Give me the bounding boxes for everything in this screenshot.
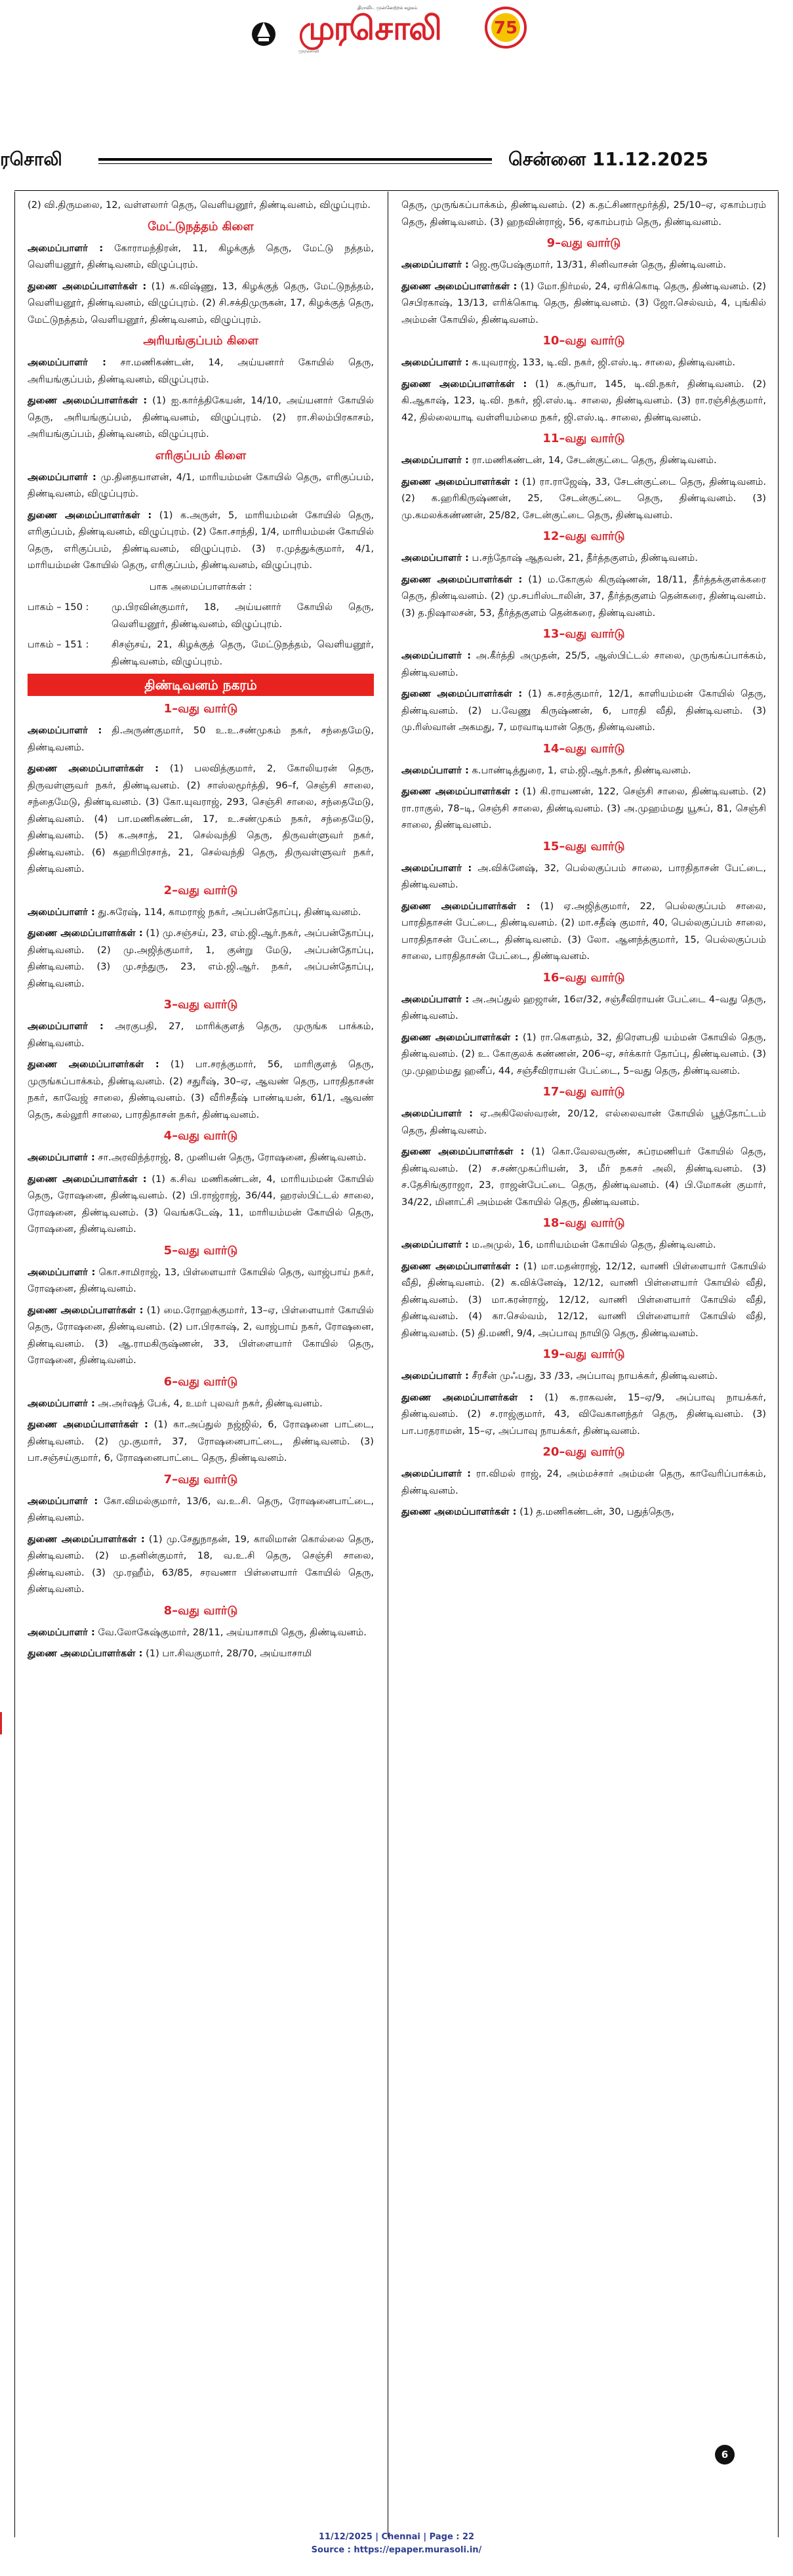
branch-heading: அரியங்குப்பம் கிளை (143, 334, 258, 348)
left-intro: (2) வி.திருமலை, 12, வள்ளலார் தெரு, வெளியனூர், திண்டிவனம், விழுப்புரம். (28, 199, 371, 211)
ward-heading: 5–வது வார்டு (163, 1243, 238, 1257)
right-border (778, 192, 779, 2537)
ward-heading: 15–வது வார்டு (542, 839, 625, 853)
organizer-entry: அமைப்பாளர் : ம.அமுல், 16, மாரியம்மன் கோயில் தெரு, திண்டிவனம். (401, 1239, 716, 1250)
deputy-entry: துணை அமைப்பாளர்கள் : (1) ம.கோகுல் கிருஷ்ணன், 18/11, தீர்த்தக்குளக்கரை தெரு, திண்டிவனம். (2) மு.சபரிஸ்டாலின், 37, தீர்த்தகுளம் தென்கரை, திண்டிவனம். (3) த.நிஷாலசன், 53, தீர்த்தகுளம் தென்கரை, திண்டிவனம். (401, 573, 766, 619)
left-border (14, 192, 15, 2537)
organizer-entry: அமைப்பாளர் : அ.அர்ஷத் பேக், 4, உமர் புலவர் நகர், திண்டிவனம். (28, 1397, 323, 1409)
town-banner: திண்டிவனம் நகரம் (28, 674, 374, 696)
deputy-entry: துணை அமைப்பாளர்கள் : (1) க.விஷ்ணு, 13, கிழக்குத் தெரு, மேட்டுநத்தம், வெளியனூர், திண்டிவனம், விழுப்புரம். (2) சி.சக்திமுருகன், 17, கிழக்குத் தெரு, மேட்டுநத்தம், வெளியனூர், திண்டிவனம், விழுப்புரம். (28, 280, 375, 325)
frame-top-rule (14, 190, 779, 191)
organizer-entry: அமைப்பாளர் : ப.சந்தோஷ் ஆதவன், 21, தீர்த்தகுளம், திண்டிவனம். (401, 552, 698, 563)
anniversary-75-emblem (482, 4, 529, 56)
page-number-badge: 6 (715, 2445, 735, 2464)
deputy-entry: துணை அமைப்பாளர்கள் : (1) ஏ.அஜித்குமார், 22, பெல்லகுப்பம் சாலை, பாரதிதாசன் பேட்டை, திண்டிவனம். (2) மா.சதீஷ் குமார், 40, பெல்லகுப்பம் சாலை, பாரதிதாசன் பேட்டை, திண்டிவனம். (3) லோ. ஆனந்த்குமார், 15, பெல்லகுப்பம் சாலை, பாரதிதாசன் பேட்டை, திண்டிவனம். (401, 900, 766, 962)
deputy-entry: துணை அமைப்பாளர்கள் : (1) பலவித்குமார், 2, கோலியரன் தெரு, திருவள்ளுவர் நகர், திண்டிவனம். (2) சாஸ்லமூர்த்தி, 96–f, செஞ்சி சாலை, சந்தைமேடு, திண்டிவனம். (3) கோ.யுவராஜ், 293, செஞ்சி சாலை, சந்தைமேடு, திண்டிவனம். (4) பா.மணிகண்டன், 17, உ.சண்முகம் நகர், சந்தைமேடு, திண்டிவனம். (5) க.அசாத், 21, செல்வந்தி தெரு, திருவள்ளுவர் நகர், திண்டிவனம். (6) கஹரிபிரசாத், 21, செல்வந்தி தெரு, திருவள்ளுவர் நகர், திண்டிவனம். (28, 763, 374, 874)
ward-heading: 19–வது வார்டு (542, 1347, 625, 1361)
ward-heading: 8–வது வார்டு (163, 1603, 238, 1618)
organizer-entry: அமைப்பாளர் : சா.மணிகண்டன், 14, அய்யனார் கோயில் தெரு, அரியங்குப்பம், திண்டிவனம், விழுப்புரம். (28, 357, 374, 385)
ward-heading: 18–வது வார்டு (542, 1216, 625, 1230)
deputy-entry: துணை அமைப்பாளர்கள் : (1) மை.ரோஹக்குமார், 13–ஏ, பிள்ளையார் கோயில் தெரு, ரோஷனை, திண்டிவனம். (2) பா.பிரகாஷ், 2, வாஜ்பாய் நகர், ரோஷனை, திண்டிவனம். (3) ஆ.ராமகிருஷ்ணன், 33, பிள்ளையார் கோயில் தெரு, ரோஷனை, திண்டிவனம். (28, 1304, 374, 1366)
organizer-entry: அமைப்பாளர் : கோராமந்திரன், 11, கிழக்குத் தெரு, மேட்டு நத்தம், வெளியனூர், திண்டிவனம், விழுப்புரம். (28, 242, 374, 270)
organizer-entry: அமைப்பாளர் : தி.அருண்குமார், 50 உ.உ.சண்முகம் நகர், சந்தைமேடு, திண்டிவனம். (28, 725, 374, 753)
organizer-entry: அமைப்பாளர் : ஜெ.ரூபேஷ்குமார், 13/31, சினிவாசன் தெரு, திண்டிவனம். (401, 259, 727, 270)
deputy-entry: துணை அமைப்பாளர்கள் : (1) கா.அப்துல் நஜ்ஜில், 6, ரோஷனை பாட்டை, திண்டிவனம். (2) மு.குமார், 37, ரோஷனைபாட்டை, திண்டிவனம். (3) பா.சஞ்சய்குமார், 6, ரோஷனைபாட்டை தெரு, திண்டிவனம். (28, 1419, 374, 1463)
ward-heading: 20–வது வார்டு (542, 1445, 625, 1459)
deputy-entry: துணை அமைப்பாளர்கள் : (1) க.அருள், 5, மாரியம்மன் கோயில் தெரு, எரிகுப்பம், திண்டிவனம், விழுப்புரம். (2) கோ.சாந்தி, 1/4, மாரியம்மன் கோயில் தெரு, எரிகுப்பம், திண்டிவனம், விழுப்புரம். (3) ர.முத்துக்குமார், 4/1, மாரியம்மன் கோயில் தெரு, எரிகுப்பம், திண்டிவனம், விழுப்புரம். (28, 509, 374, 571)
ward-heading: 12–வது வார்டு (542, 529, 625, 543)
deputy-entry: துணை அமைப்பாளர்கள் : (1) த.மணிகண்டன், 30, பதுத்தெரு, (401, 1506, 674, 1517)
organizer-entry: அமைப்பாளர் : அ.அப்துல் ஹஜான், 16எ/32, சஞ்சீவிராயன் பேட்டை 4–வது தெரு, திண்டிவனம். (401, 993, 767, 1021)
branch-heading: மேட்டுநத்தம் கிளை (148, 219, 254, 234)
booth-row: பாகம் – 150 : மு.பிரவின்குமார், 18, அய்யனார் கோயில் தெரு, வெளியனூர், திண்டிவனம், விழுப்புரம். (28, 602, 374, 630)
organizer-entry: அமைப்பாளர் : கோ.விமல்குமார், 13/6, வ.உ.சி. தெரு, ரோஷனைபாட்டை, திண்டிவனம். (28, 1495, 374, 1523)
ward-heading: 9–வது வார்டு (546, 236, 621, 250)
header-rule (98, 158, 492, 164)
left-column (28, 197, 374, 1667)
ward-heading: 16–வது வார்டு (542, 970, 625, 985)
organizer-entry: அமைப்பாளர் : அரகுபதி, 27, மாரிக்குளத் தெரு, முருங்க பாக்கம், திண்டிவனம். (28, 1021, 374, 1049)
ward-heading: 7–வது வார்டு (163, 1472, 238, 1486)
deputy-entry: துணை அமைப்பாளர்கள் : (1) மு.சஞ்சய், 23, எம்.ஜி.ஆர்.நகர், அப்பன்தோப்பு, திண்டிவனம். (2) மு.அஜித்குமார், 1, குன்று மேடு, அப்பன்தோப்பு, திண்டிவனம். (3) மு.சந்துரு, 23, எம்.ஜி.ஆர். நகர், அப்பன்தோப்பு, திண்டிவனம். (28, 928, 374, 989)
masthead-subline: முரசொலி (298, 49, 319, 54)
organizer-entry: அமைப்பாளர் : ரா.விமல் ராஜ், 24, அம்மச்சார் அம்மன் தெரு, காவேரிப்பாக்கம், திண்டிவனம். (401, 1468, 767, 1496)
margin-red-mark (0, 1712, 2, 1734)
ward-heading: 10–வது வார்டு (542, 334, 625, 348)
deputy-entry: துணை அமைப்பாளர்கள் : (1) க.சரத்குமார், 12/1, காளியம்மன் கோயில் தெரு, திண்டிவனம். (2) ப.வேணு கிருஷ்ணன், 6, பாரதி வீதி, திண்டிவனம். (3) மு.ரிஸ்வான் அகமது, 7, மரவாடியான் தெரு, திண்டிவனம். (401, 688, 766, 733)
ward-heading: 6–வது வார்டு (163, 1374, 238, 1389)
ward-heading: 13–வது வார்டு (542, 627, 625, 641)
organizer-entry: அமைப்பாளர் : சீரசீன் முஃபது, 33 /33, அப்பாவு நாயக்கர், திண்டிவனம். (401, 1370, 718, 1381)
page-footer (0, 2531, 793, 2557)
organizer-entry: அமைப்பாளர் : கொ.சாமிராஜ், 13, பிள்ளையார் கோயில் தெரு, வாஜ்பாய் நகர், ரோஷனை, திண்டிவனம். (28, 1266, 374, 1294)
deputy-entry: துணை அமைப்பாளர்கள் : (1) மா.மதன்ராஜ், 12/12, வாணி பிள்ளையார் கோயில் வீதி, திண்டிவனம். (2) க.விக்னேஷ், 12/12, வாணி பிள்ளையார் கோயில் வீதி, திண்டிவனம். (3) மா.கரன்ராஜ், 12/12, வாணி பிள்ளையார் கோயில் வீதி, திண்டிவனம். (4) கா.செல்வம், 12/12, வாணி பிள்ளையார் கோயில் வீதி, திண்டிவனம். (5) தி.மணி, 9/4, அப்பாவு நாயிடு தெரு, திண்டிவனம். (401, 1260, 767, 1339)
booth-row: பாகம் – 151 : சிசஞ்சய், 21, கிழக்குத் தெரு, மேட்டுநத்தம், வெளியனூர், திண்டிவனம், விழுப்புரம். (28, 639, 374, 667)
deputy-entry: துணை அமைப்பாளர்கள் : (1) ரா.கௌதம், 32, திரௌபதி யம்மன் கோயில் தெரு, திண்டிவனம். (2) உ. கோகுலக் கண்ணன், 206–ஏ, சர்க்கார் தோப்பு, திண்டிவனம். (3) மு.முஹம்மது ஹனீப், 44, சஞ்சீவிராயன் பேட்டை, 5–வது தெரு, திண்டிவனம். (401, 1031, 766, 1076)
deputy-entry: துணை அமைப்பாளர்கள் : (1) பா.சிவகுமார், 28/70, அய்யாசாமி (28, 1648, 312, 1659)
deputy-entry: துணை அமைப்பாளர்கள் : (1) மு.சேதுநாதன், 19, காலிமான் கொல்லை தெரு, திண்டிவனம். (2) ம.தனின்குமார், 18, வ.உ.சி தெரு, செஞ்சி சாலை, திண்டிவனம். (3) மு.ரஹீம், 63/85, சரவணா பிள்ளையார் கோயில் தெரு, திண்டிவனம். (28, 1533, 374, 1595)
deputy-entry: துணை அமைப்பாளர்கள் : (1) ஐ.கார்த்திகேயன், 14/10, அய்யனார் கோயில் தெரு, அரியங்குப்பம், திண்டிவனம், விழுப்புரம். (2) ரா.சிலம்பிரகாசம், அரியங்குப்பம், திண்டிவனம், விழுப்புரம். (28, 395, 374, 440)
masthead (0, 0, 793, 66)
ward-heading: 3–வது வார்டு (163, 998, 238, 1012)
booth-organizers-heading: பாக அமைப்பாளர்கள் : (149, 581, 253, 592)
organizer-entry: அமைப்பாளர் : அ.விக்னேஷ், 32, பெல்லகுப்பம் சாலை, பாரதிதாசன் பேட்டை, திண்டிவனம். (401, 862, 767, 890)
organizer-entry: அமைப்பாளர் : மு.தினதயாளன், 4/1, மாரியம்மன் கோயில் தெரு, எரிகுப்பம், திண்டிவனம், விழுப்புரம். (28, 471, 374, 499)
footer-edition-line: 11/12/2025 | Chennai | Page : 22 (318, 2532, 475, 2542)
anniversary-number: 75 (493, 18, 518, 38)
branch-heading: எரிகுப்பம் கிளை (155, 448, 247, 462)
organizer-entry: அமைப்பாளர் : து.சுரேஷ், 114, காமராஜ் நகர், அப்பன்தோப்பு, திண்டிவனம். (28, 906, 361, 918)
organizer-entry: அமைப்பாளர் : க.யுவராஜ், 133, டி.வி. நகர், ஜி.எஸ்.டி. சாலை, திண்டிவனம். (401, 357, 736, 368)
right-column (401, 197, 766, 1525)
footer-source-link[interactable]: Source : https://epaper.murasoli.in/ (311, 2545, 482, 2555)
deputy-entry: துணை அமைப்பாளர்கள் : (1) பா.சரத்குமார், 56, மாரிகுளத் தெரு, முருங்கப்பாக்கம், திண்டிவனம். (2) சதுரீஷ், 30–ஏ, ஆவண் தெரு, பாரதிதாசன் நகர், காவேஜ் சாலை, திண்டிவனம். (3) வீரிசதீஷ் பாண்டியன், 61/1, ஆவண் தெரு, கல்லூரி சாலை, பாரதிதாசன் நகர், திண்டிவனம். (28, 1059, 374, 1120)
deputy-entry: துணை அமைப்பாளர்கள் : (1) கொ.வேலவருண், சுப்ரமணியர் கோயில் தெரு, திண்டிவனம். (2) ச.சண்முகப்ரியன், 3, மீர் நகசர் அலி, திண்டிவனம். (3) ச.தேசிங்குராஜா, 23, ராஜன்பேட்டை தெரு, திண்டிவனம். (4) பி.மோகன் குமார், 34/22, மினாட்சி அம்மன் கோயில் தெரு, திண்டிவனம். (401, 1146, 766, 1208)
right-intro: தெரு, முருங்கப்பாக்கம், திண்டிவனம். (2) க.தட்சிணாமூர்த்தி, 25/10–ஏ, ஏகாம்பரம் தெரு, திண்டிவனம். (3) ஹநவின்ராஜ், 56, ஏகாம்பரம் தெரு, திண்டிவனம். (401, 199, 766, 228)
organizer-entry: அமைப்பாளர் : அ.கீர்த்தி அமுதன், 25/5, ஆஸ்பிட்டல் சாலை, முருங்கப்பாக்கம், திண்டிவனம். (401, 650, 766, 678)
page-header-title: ரசொலி (0, 148, 62, 170)
organizer-entry: அமைப்பாளர் : ரா.மணிகண்டன், 14, சேடன்குட்டை தெரு, திண்டிவனம். (401, 455, 717, 466)
deputy-entry: துணை அமைப்பாளர்கள் : (1) மோ.நிர்மல், 24, ஏரிக்கொடி தெரு, திண்டிவனம். (2) செபிரகாஷ், 13/13, எரிக்கொடி தெரு, திண்டிவனம். (3) ஜோ.செல்வம், 4, புங்கில் அம்மன் கோயில், திண்டிவனம். (401, 280, 766, 325)
deputy-entry: துணை அமைப்பாளர்கள் : (1) க.சூர்யா, 145, டி.வி.நகர், திண்டிவனம். (2) கி.ஆகாஷ், 123, டி.வி. நகர், ஜி.எஸ்.டி. சாலை, திண்டிவனம். (3) ரா.ரஞ்சித்குமார், 42, தில்லையாடி வள்ளியம்மை நகர், ஜி.எஸ்.டி. சாலை, திண்டிவனம். (401, 378, 766, 423)
masthead-tagline: திராவிட முன்னேற்றக் கழகம் (357, 5, 418, 10)
ward-heading: 11–வது வார்டு (542, 432, 625, 445)
deputy-entry: துணை அமைப்பாளர்கள் : (1) ரா.ராஜேஷ், 33, சேடன்குட்டை தெரு, திண்டிவனம். (2) க.ஹரிகிருஷ்ணன், 25, சேடன்குட்டை தெரு, திண்டிவனம். (3) மு.கமலக்கண்ணன், 25/82, சேடன்குட்டை தெரு, திண்டிவனம். (401, 476, 766, 521)
ward-heading: 14–வது வார்டு (542, 741, 625, 756)
deputy-entry: துணை அமைப்பாளர்கள் : (1) கி.ராயணன், 122, செஞ்சி சாலை, திண்டிவனம். (2) ரா.ராகுல், 78–டி, செஞ்சி சாலை, திண்டிவனம். (3) அ.முஹம்மது யூசுப், 81, செஞ்சி சாலை, திண்டிவனம். (401, 786, 766, 830)
organizer-entry: அமைப்பாளர் : ஏ.அகிலேஸ்வரன், 20/12, எல்லைவான் கோயில் பூந்தோட்டம் தெரு, திண்டிவனம். (401, 1108, 767, 1136)
organizer-entry: அமைப்பாளர் : சா.அரவிந்த்ராஜ், 8, முனியன் தெரு, ரோஷனை, திண்டிவனம். (28, 1152, 367, 1163)
deputy-entry: துணை அமைப்பாளர்கள் : (1) க.சிவ மணிகண்டன், 4, மாரியம்மன் கோயில் தெரு, ரோஷனை, திண்டிவனம். (2) பி.ராஜ்ராஜ், 36/44, ஹரஸ்பிட்டல் சாலை, ரோஷனை, திண்டிவனம். (3) வெங்கடேஷ், 11, மாரியம்மன் கோயில் தெரு, ரோஷனை, திண்டிவனம். (28, 1173, 374, 1235)
ward-heading: 17–வது வார்டு (542, 1085, 625, 1099)
ward-heading: 4–வது வார்டு (163, 1129, 238, 1143)
ward-heading: 1–வது வார்டு (163, 702, 238, 716)
page-header-date: சென்னை 11.12.2025 (508, 148, 708, 170)
organizer-entry: அமைப்பாளர் : க.பாண்டித்துரை, 1, எம்.ஜி.ஆர்.நகர், திண்டிவனம். (401, 764, 691, 776)
deputy-entry: துணை அமைப்பாளர்கள் : (1) க.ராகவன், 15–ஏ/9, அப்பாவு நாயக்கர், திண்டிவனம். (2) ச.ராஜ்குமார், 43, விவேகானந்தர் தெரு, திண்டிவனம். (3) பா.பரதராமன், 15–ஏ, அப்பாவு நாயக்கர், திண்டிவனம். (401, 1391, 766, 1437)
newspaper-name: முரசொலி (298, 9, 441, 47)
ward-heading: 2–வது வார்டு (163, 883, 238, 897)
organizer-entry: அமைப்பாளர் : வே.லோகேஷ்குமார், 28/11, அய்யாசாமி தெரு, திண்டிவனம். (28, 1626, 367, 1638)
